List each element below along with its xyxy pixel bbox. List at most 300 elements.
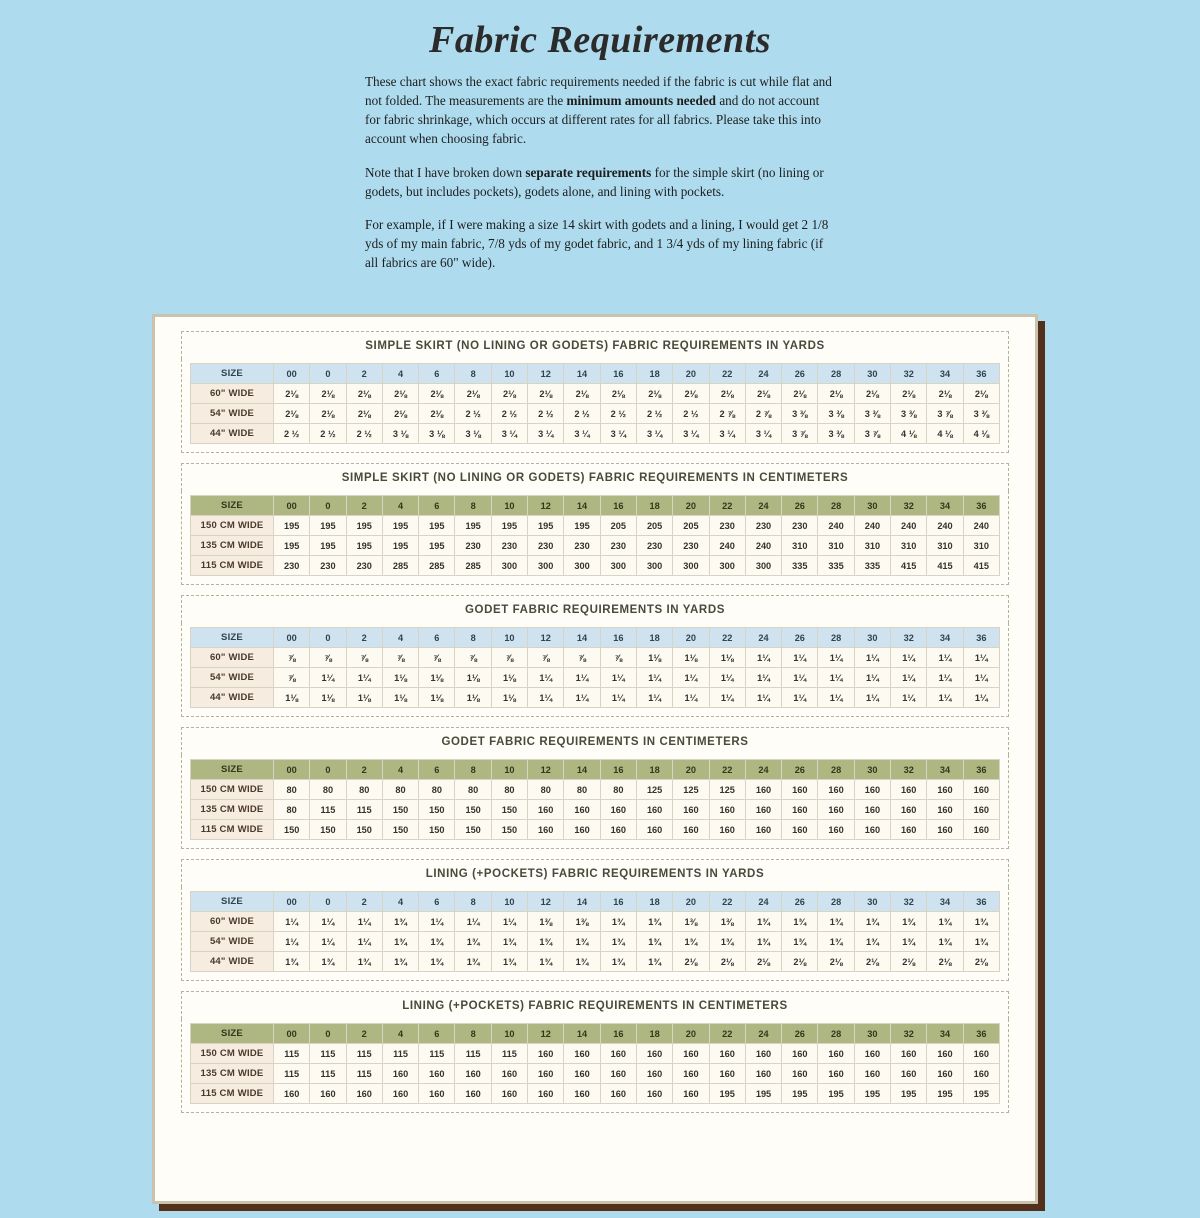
fabric-requirements-page <box>0 18 1200 1218</box>
column-header-size-22: 22 <box>709 1024 745 1044</box>
table-cell: 1¾ <box>491 932 527 952</box>
column-header-size-30: 30 <box>854 1024 890 1044</box>
table-cell: 160 <box>927 780 963 800</box>
table-cell: 160 <box>782 820 818 840</box>
fabric-table <box>190 1023 1000 1104</box>
table-cell: 1¼ <box>455 912 491 932</box>
row-header-width: 60" WIDE <box>191 912 274 932</box>
table-cell: 1⅛ <box>310 688 346 708</box>
column-header-size-26: 26 <box>782 892 818 912</box>
table-cell: 2⅛ <box>346 404 382 424</box>
column-header-size-28: 28 <box>818 496 854 516</box>
table-cell: 1¼ <box>636 688 672 708</box>
column-header-size: SIZE <box>191 760 274 780</box>
table-cell: 195 <box>491 516 527 536</box>
column-header-size-28: 28 <box>818 628 854 648</box>
table-cell: ⅞ <box>274 668 310 688</box>
column-header-size-4: 4 <box>382 1024 418 1044</box>
table-cell: 300 <box>564 556 600 576</box>
table-cell: 195 <box>927 1084 963 1104</box>
table-wrapper <box>181 887 1009 981</box>
table-cell: 160 <box>818 780 854 800</box>
table-row <box>191 556 1000 576</box>
table-cell: 1¼ <box>346 668 382 688</box>
column-header-size-18: 18 <box>636 628 672 648</box>
column-header-size-32: 32 <box>891 628 927 648</box>
column-header-size-10: 10 <box>491 496 527 516</box>
table-cell: 300 <box>636 556 672 576</box>
table-cell: 160 <box>564 800 600 820</box>
table-cell: 205 <box>673 516 709 536</box>
table-row <box>191 516 1000 536</box>
table-cell: 3 ⅜ <box>963 404 999 424</box>
table-cell: 160 <box>673 1044 709 1064</box>
table-cell: 1¼ <box>854 668 890 688</box>
table-cell: 160 <box>782 800 818 820</box>
column-header-size-24: 24 <box>745 1024 781 1044</box>
table-cell: 150 <box>455 820 491 840</box>
table-caption: GODET FABRIC REQUIREMENTS IN CENTIMETERS <box>181 727 1009 755</box>
fabric-table <box>190 627 1000 708</box>
table-wrapper <box>181 623 1009 717</box>
table-cell: 1⅛ <box>491 668 527 688</box>
column-header-size-34: 34 <box>927 628 963 648</box>
column-header-size-12: 12 <box>528 628 564 648</box>
table-cell: 335 <box>818 556 854 576</box>
row-header-width: 54" WIDE <box>191 932 274 952</box>
table-wrapper <box>181 359 1009 453</box>
column-header-size-6: 6 <box>419 628 455 648</box>
table-cell: 160 <box>709 820 745 840</box>
table-cell: 1¼ <box>310 912 346 932</box>
table-caption: LINING (+POCKETS) FABRIC REQUIREMENTS IN CENTIMETERS <box>181 991 1009 1019</box>
table-cell: 150 <box>455 800 491 820</box>
table-cell: 1¼ <box>891 688 927 708</box>
table-cell: 1¾ <box>745 932 781 952</box>
column-header-size-28: 28 <box>818 760 854 780</box>
table-cell: 150 <box>419 800 455 820</box>
table-cell: 195 <box>782 1084 818 1104</box>
table-cell: ⅞ <box>419 648 455 668</box>
table-cell: 1¾ <box>745 912 781 932</box>
table-cell: 150 <box>491 820 527 840</box>
table-cell: 160 <box>274 1084 310 1104</box>
row-header-width: 60" WIDE <box>191 384 274 404</box>
table-cell: 160 <box>745 780 781 800</box>
table-cell: 160 <box>600 820 636 840</box>
table-cell: 160 <box>636 820 672 840</box>
table-cell: 80 <box>346 780 382 800</box>
table-cell: 230 <box>274 556 310 576</box>
table-block-lining-cm <box>173 991 1017 1113</box>
table-cell: 160 <box>782 780 818 800</box>
column-header-size-28: 28 <box>818 364 854 384</box>
table-cell: 2⅛ <box>491 384 527 404</box>
table-cell: 160 <box>891 780 927 800</box>
table-cell: 230 <box>491 536 527 556</box>
table-cell: 310 <box>891 536 927 556</box>
row-header-width: 44" WIDE <box>191 424 274 444</box>
table-cell: 2 ½ <box>346 424 382 444</box>
table-cell: 1¼ <box>673 688 709 708</box>
table-block-godet-yards <box>173 595 1017 717</box>
table-cell: 1¾ <box>782 912 818 932</box>
column-header-size-14: 14 <box>564 496 600 516</box>
table-cell: 300 <box>491 556 527 576</box>
table-cell: 2⅛ <box>818 384 854 404</box>
table-row <box>191 952 1000 972</box>
table-cell: 160 <box>782 1064 818 1084</box>
column-header-size-00: 00 <box>274 760 310 780</box>
table-cell: 160 <box>927 1044 963 1064</box>
row-header-width: 115 CM WIDE <box>191 556 274 576</box>
table-cell: 160 <box>782 1044 818 1064</box>
column-header-size-0: 0 <box>310 628 346 648</box>
table-cell: 195 <box>382 516 418 536</box>
intro-p1-c: and do not account for fabric shrinkage, which occurs at different rates for all fabrics. Please take this into account when choosing fabric. <box>365 93 822 147</box>
table-cell: 160 <box>564 1064 600 1084</box>
table-cell: 3 ⅜ <box>782 404 818 424</box>
table-cell: 415 <box>927 556 963 576</box>
table-cell: 115 <box>346 1064 382 1084</box>
table-cell: 160 <box>600 1044 636 1064</box>
table-cell: 1¾ <box>382 912 418 932</box>
table-cell: 1¼ <box>927 668 963 688</box>
column-header-size-4: 4 <box>382 892 418 912</box>
table-cell: 1¼ <box>310 668 346 688</box>
row-header-width: 115 CM WIDE <box>191 820 274 840</box>
column-header-size-30: 30 <box>854 628 890 648</box>
table-cell: 1¾ <box>600 912 636 932</box>
column-header-size-14: 14 <box>564 760 600 780</box>
table-cell: 80 <box>528 780 564 800</box>
table-cell: 1¼ <box>274 912 310 932</box>
table-cell: 3 ¼ <box>745 424 781 444</box>
column-header-size-00: 00 <box>274 892 310 912</box>
table-cell: 335 <box>782 556 818 576</box>
column-header-size-20: 20 <box>673 364 709 384</box>
column-header-size-10: 10 <box>491 892 527 912</box>
table-cell: 160 <box>528 1064 564 1084</box>
table-cell: 2⅛ <box>745 952 781 972</box>
table-cell: 160 <box>854 780 890 800</box>
table-cell: 160 <box>963 780 999 800</box>
intro-paragraph-3: For example, if I were making a size 14 skirt with godets and a lining, I would get 2 1/8 yds of my main fabric, 7/8 yds of my godet fabric, and 1 3/4 yds of my lining fabric (if all fabrics are 60" wide). <box>365 216 829 271</box>
column-header-size-32: 32 <box>891 496 927 516</box>
table-cell: 195 <box>528 516 564 536</box>
table-cell: 230 <box>310 556 346 576</box>
table-cell: 2⅛ <box>927 952 963 972</box>
column-header-size-16: 16 <box>600 496 636 516</box>
table-cell: 1⅜ <box>709 912 745 932</box>
table-cell: 2⅛ <box>709 384 745 404</box>
table-wrapper <box>181 1019 1009 1113</box>
table-cell: 1¾ <box>600 932 636 952</box>
table-cell: 230 <box>782 516 818 536</box>
column-header-size: SIZE <box>191 1024 274 1044</box>
table-cell: 3 ⅞ <box>927 404 963 424</box>
table-cell: 2⅛ <box>310 384 346 404</box>
table-cell: 160 <box>310 1084 346 1104</box>
table-cell: 300 <box>673 556 709 576</box>
table-cell: 2 ½ <box>673 404 709 424</box>
table-cell: 3 ¼ <box>673 424 709 444</box>
column-header-size-20: 20 <box>673 1024 709 1044</box>
table-cell: 1¾ <box>419 952 455 972</box>
table-cell: 3 ¼ <box>636 424 672 444</box>
table-cell: 230 <box>455 536 491 556</box>
table-cell: 195 <box>818 1084 854 1104</box>
table-cell: 160 <box>854 800 890 820</box>
table-cell: 3 ⅜ <box>818 424 854 444</box>
table-cell: 80 <box>564 780 600 800</box>
table-cell: 1¼ <box>963 688 999 708</box>
table-cell: 1¾ <box>455 932 491 952</box>
fabric-table <box>190 495 1000 576</box>
table-cell: 1¾ <box>927 912 963 932</box>
table-cell: 1¼ <box>346 932 382 952</box>
table-cell: 160 <box>600 1064 636 1084</box>
column-header-size-6: 6 <box>419 760 455 780</box>
table-cell: 125 <box>709 780 745 800</box>
table-row <box>191 648 1000 668</box>
table-cell: 1¼ <box>346 912 382 932</box>
table-cell: 1¼ <box>528 668 564 688</box>
column-header-size-14: 14 <box>564 1024 600 1044</box>
row-header-width: 135 CM WIDE <box>191 1064 274 1084</box>
table-block-simple-skirt-cm <box>173 463 1017 585</box>
table-cell: 2⅛ <box>782 384 818 404</box>
table-cell: 230 <box>673 536 709 556</box>
table-caption: GODET FABRIC REQUIREMENTS IN YARDS <box>181 595 1009 623</box>
table-cell: 1¾ <box>382 952 418 972</box>
column-header-size-20: 20 <box>673 760 709 780</box>
table-cell: 1¾ <box>491 952 527 972</box>
table-wrapper <box>181 755 1009 849</box>
table-block-lining-yards <box>173 859 1017 981</box>
column-header-size-26: 26 <box>782 364 818 384</box>
table-cell: 80 <box>274 800 310 820</box>
table-cell: 160 <box>818 1044 854 1064</box>
table-cell: 160 <box>491 1064 527 1084</box>
table-cell: 310 <box>818 536 854 556</box>
fabric-table <box>190 891 1000 972</box>
table-cell: 160 <box>854 1044 890 1064</box>
table-cell: 1¼ <box>927 688 963 708</box>
column-header-size-18: 18 <box>636 496 672 516</box>
table-cell: 160 <box>528 1084 564 1104</box>
table-header-row <box>191 892 1000 912</box>
table-cell: 160 <box>709 1064 745 1084</box>
row-header-width: 150 CM WIDE <box>191 780 274 800</box>
table-cell: 160 <box>963 800 999 820</box>
column-header-size-10: 10 <box>491 760 527 780</box>
table-cell: 80 <box>274 780 310 800</box>
table-cell: 1¾ <box>528 932 564 952</box>
table-cell: 230 <box>528 536 564 556</box>
table-cell: 285 <box>455 556 491 576</box>
table-cell: 1¾ <box>564 932 600 952</box>
table-cell: 195 <box>745 1084 781 1104</box>
column-header-size-36: 36 <box>963 1024 999 1044</box>
table-cell: 160 <box>673 820 709 840</box>
table-cell: 1⅛ <box>455 668 491 688</box>
table-cell: 160 <box>927 800 963 820</box>
column-header-size-18: 18 <box>636 364 672 384</box>
table-cell: 240 <box>891 516 927 536</box>
table-cell: 3 ¼ <box>709 424 745 444</box>
table-cell: 1¾ <box>382 932 418 952</box>
intro-p1-bold: minimum amounts needed <box>566 93 717 109</box>
table-cell: ⅞ <box>455 648 491 668</box>
table-cell: 3 ¼ <box>491 424 527 444</box>
table-cell: 195 <box>346 516 382 536</box>
table-cell: ⅞ <box>310 648 346 668</box>
table-cell: 1¼ <box>310 932 346 952</box>
table-cell: 1¼ <box>564 668 600 688</box>
table-cell: 1¾ <box>818 912 854 932</box>
table-cell: 2 ½ <box>491 404 527 424</box>
table-wrapper <box>181 491 1009 585</box>
row-header-width: 135 CM WIDE <box>191 800 274 820</box>
table-cell: 4 ⅛ <box>963 424 999 444</box>
table-cell: ⅞ <box>528 648 564 668</box>
table-cell: ⅞ <box>564 648 600 668</box>
table-header-row <box>191 1024 1000 1044</box>
table-cell: 150 <box>274 820 310 840</box>
column-header-size-22: 22 <box>709 760 745 780</box>
column-header-size-32: 32 <box>891 1024 927 1044</box>
table-cell: 115 <box>274 1064 310 1084</box>
table-cell: ⅞ <box>382 648 418 668</box>
table-cell: 1¾ <box>636 912 672 932</box>
table-cell: 160 <box>709 1044 745 1064</box>
table-cell: 125 <box>673 780 709 800</box>
table-cell: 1¼ <box>745 668 781 688</box>
table-cell: 160 <box>818 800 854 820</box>
column-header-size-36: 36 <box>963 628 999 648</box>
table-cell: 195 <box>310 536 346 556</box>
column-header-size: SIZE <box>191 496 274 516</box>
column-header-size-0: 0 <box>310 496 346 516</box>
column-header-size-2: 2 <box>346 1024 382 1044</box>
table-cell: 1¼ <box>854 688 890 708</box>
column-header-size-12: 12 <box>528 496 564 516</box>
column-header-size-2: 2 <box>346 496 382 516</box>
table-cell: 1¼ <box>818 648 854 668</box>
table-cell: 160 <box>346 1084 382 1104</box>
column-header-size-22: 22 <box>709 892 745 912</box>
table-cell: 115 <box>346 1044 382 1064</box>
table-cell: 1¾ <box>346 952 382 972</box>
table-cell: 160 <box>891 800 927 820</box>
table-cell: 1¾ <box>636 952 672 972</box>
table-cell: 2⅛ <box>528 384 564 404</box>
table-cell: 160 <box>600 800 636 820</box>
table-cell: 1¾ <box>782 932 818 952</box>
table-cell: 230 <box>564 536 600 556</box>
table-cell: 300 <box>709 556 745 576</box>
intro-p1-a: These chart shows the exact fabric requirements needed if the fabric is cut while flat and not folded. The measurements are the <box>365 74 832 109</box>
table-cell: 1¼ <box>528 688 564 708</box>
table-cell: 2⅛ <box>636 384 672 404</box>
table-cell: 1¼ <box>818 688 854 708</box>
column-header-size-12: 12 <box>528 364 564 384</box>
table-cell: 1¾ <box>709 932 745 952</box>
table-cell: 2⅛ <box>382 384 418 404</box>
table-cell: 160 <box>636 800 672 820</box>
table-cell: 240 <box>709 536 745 556</box>
table-header-row <box>191 364 1000 384</box>
column-header-size-00: 00 <box>274 628 310 648</box>
table-cell: 1¾ <box>854 932 890 952</box>
table-cell: 1⅛ <box>382 668 418 688</box>
column-header-size-8: 8 <box>455 364 491 384</box>
table-cell: 160 <box>891 820 927 840</box>
table-cell: 230 <box>745 516 781 536</box>
table-cell: 195 <box>564 516 600 536</box>
table-cell: 195 <box>346 536 382 556</box>
column-header-size-32: 32 <box>891 760 927 780</box>
table-cell: 160 <box>927 820 963 840</box>
table-cell: 2⅛ <box>455 384 491 404</box>
column-header-size-18: 18 <box>636 892 672 912</box>
table-cell: 1⅛ <box>709 648 745 668</box>
column-header-size-8: 8 <box>455 760 491 780</box>
column-header-size-8: 8 <box>455 892 491 912</box>
column-header-size-2: 2 <box>346 760 382 780</box>
column-header-size-00: 00 <box>274 496 310 516</box>
table-cell: 1⅛ <box>455 688 491 708</box>
table-caption: SIMPLE SKIRT (NO LINING OR GODETS) FABRIC REQUIREMENTS IN CENTIMETERS <box>181 463 1009 491</box>
column-header-size-26: 26 <box>782 496 818 516</box>
table-cell: 1¾ <box>419 932 455 952</box>
table-cell: 300 <box>745 556 781 576</box>
table-cell: 240 <box>818 516 854 536</box>
column-header-size-12: 12 <box>528 892 564 912</box>
table-row <box>191 536 1000 556</box>
table-cell: 115 <box>382 1044 418 1064</box>
table-cell: 2⅛ <box>346 384 382 404</box>
column-header-size-20: 20 <box>673 496 709 516</box>
column-header-size-36: 36 <box>963 496 999 516</box>
column-header-size-30: 30 <box>854 892 890 912</box>
table-cell: 1¾ <box>564 952 600 972</box>
table-cell: ⅞ <box>600 648 636 668</box>
table-cell: 2 ½ <box>528 404 564 424</box>
table-cell: 2⅛ <box>673 952 709 972</box>
table-cell: 160 <box>854 820 890 840</box>
table-cell: 2⅛ <box>274 384 310 404</box>
table-cell: 160 <box>963 820 999 840</box>
table-cell: 160 <box>709 800 745 820</box>
row-header-width: 44" WIDE <box>191 952 274 972</box>
table-cell: 160 <box>745 820 781 840</box>
table-cell: 160 <box>636 1084 672 1104</box>
table-cell: 2⅛ <box>419 384 455 404</box>
column-header-size-16: 16 <box>600 364 636 384</box>
table-cell: 1¼ <box>782 668 818 688</box>
table-cell: 160 <box>564 820 600 840</box>
row-header-width: 115 CM WIDE <box>191 1084 274 1104</box>
table-cell: 240 <box>745 536 781 556</box>
table-cell: ⅞ <box>491 648 527 668</box>
column-header-size: SIZE <box>191 628 274 648</box>
table-cell: 4 ⅛ <box>891 424 927 444</box>
intro-paragraph-1 <box>365 72 835 149</box>
column-header-size-22: 22 <box>709 364 745 384</box>
table-row <box>191 404 1000 424</box>
